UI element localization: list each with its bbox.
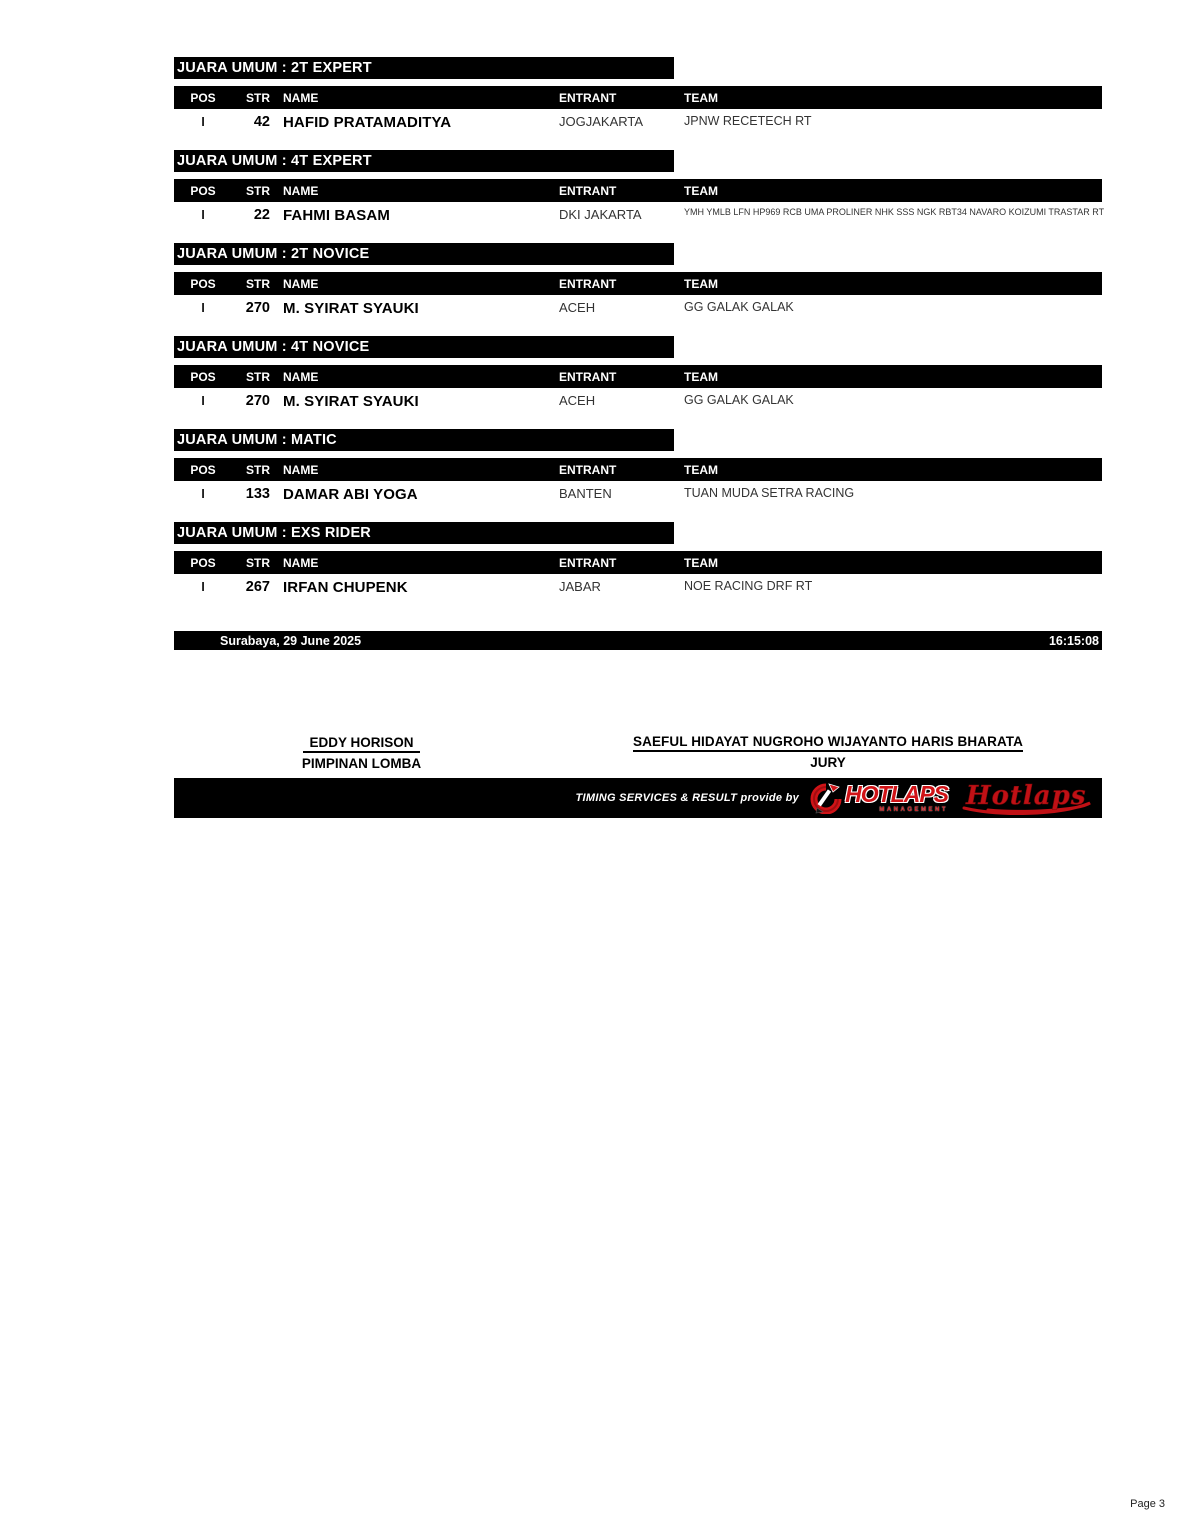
col-header-entrant: ENTRANT [559,369,617,384]
jury-name-2: NUGROHO WIJAYANTO [752,734,907,749]
result-section [174,522,1102,615]
row-name: M. SYIRAT SYAUKI [283,393,419,410]
hotlaps-script-logo [958,779,1096,817]
section-title-bar [174,243,674,265]
row-name: FAHMI BASAM [283,207,390,224]
signature-right-role: JURY [810,755,846,770]
col-header-entrant: ENTRANT [559,90,617,105]
hotlaps-logo-icon [809,782,843,814]
row-entrant: JABAR [559,579,601,594]
section-title: JUARA UMUM : 4T EXPERT [177,153,372,169]
col-header-str: STR [246,183,270,198]
col-header-entrant: ENTRANT [559,183,617,198]
row-str: 270 [245,300,270,316]
col-header-team: TEAM [684,183,718,198]
date-bar [174,631,1102,650]
row-pos: I [201,300,205,315]
col-header-str: STR [246,462,270,477]
result-section [174,336,1102,429]
col-header-pos: POS [190,462,216,477]
row-name: HAFID PRATAMADITYA [283,114,452,131]
table-row [174,109,1102,150]
row-pos: I [201,207,205,222]
col-header-name: NAME [283,369,319,384]
signature-right [633,734,1023,770]
jury-name-1: SAEFUL HIDAYAT [633,734,749,749]
col-header-entrant: ENTRANT [559,555,617,570]
section-title: JUARA UMUM : EXS RIDER [177,525,371,541]
row-pos: I [201,114,205,129]
hotlaps-sub-label: MANAGEMENT [879,807,948,813]
hotlaps-wordmark: HOTLAPS [845,781,948,807]
col-header-team: TEAM [684,462,718,477]
col-header-str: STR [246,369,270,384]
col-header-pos: POS [190,369,216,384]
table-row [174,202,1105,243]
row-team: NOE RACING DRF RT [684,579,813,593]
col-header-pos: POS [190,276,216,291]
row-team: GG GALAK GALAK [684,300,794,314]
result-section [174,429,1102,522]
table-row [174,295,1102,336]
jury-name-3: HARIS BHARATA [911,734,1023,749]
section-title-bar [174,336,674,358]
row-team: TUAN MUDA SETRA RACING [684,486,855,500]
table-row [174,388,1102,429]
signature-left-name: EDDY HORISON [303,735,419,753]
row-entrant: ACEH [559,300,596,315]
result-section [174,57,1102,150]
row-str: 267 [245,579,270,595]
table-header [174,179,1102,202]
section-title: JUARA UMUM : 2T NOVICE [177,246,370,262]
signature-right-names [633,734,1023,752]
section-title-bar [174,150,674,172]
row-team: GG GALAK GALAK [684,393,794,407]
table-header [174,458,1102,481]
row-pos: I [201,486,205,501]
col-header-str: STR [246,555,270,570]
hotlaps-script-text: Hotlaps [966,781,1087,811]
signature-left [234,734,489,771]
col-header-team: TEAM [684,369,718,384]
row-name: DAMAR ABI YOGA [283,486,418,503]
table-header [174,86,1102,109]
row-str: 22 [253,207,270,223]
row-entrant: BANTEN [559,486,612,501]
timing-services-label: TIMING SERVICES & RESULT provide by [575,792,800,804]
col-header-team: TEAM [684,276,718,291]
col-header-entrant: ENTRANT [559,276,617,291]
row-name: IRFAN CHUPENK [283,579,408,596]
col-header-str: STR [246,276,270,291]
signature-left-role: PIMPINAN LOMBA [301,756,422,771]
section-title: JUARA UMUM : MATIC [177,432,337,448]
date-bar-location: Surabaya, 29 June 2025 [220,633,362,648]
row-str: 133 [245,486,270,502]
row-pos: I [201,579,205,594]
hotlaps-logo-text [845,783,948,813]
section-title-bar [174,522,674,544]
signature-area [174,650,1102,778]
section-title-bar [174,57,674,79]
row-name: M. SYIRAT SYAUKI [283,300,419,317]
date-bar-time: 16:15:08 [1048,633,1099,648]
col-header-name: NAME [283,90,319,105]
col-header-name: NAME [283,555,319,570]
table-header [174,272,1102,295]
table-row [174,574,1102,615]
col-header-name: NAME [283,462,319,477]
sections [174,57,1105,615]
col-header-name: NAME [283,183,319,198]
row-entrant: JOGJAKARTA [559,114,644,129]
col-header-team: TEAM [684,555,718,570]
col-header-team: TEAM [684,90,718,105]
row-str: 42 [253,114,270,130]
row-str: 270 [245,393,270,409]
row-entrant: ACEH [559,393,596,408]
col-header-entrant: ENTRANT [559,462,617,477]
row-team: YMH YMLB LFN HP969 RCB UMA PROLINER NHK SSS NGK RBT34 NAVARO KOIZUMI TRASTAR RT [684,207,1105,217]
page-number: Page 3 [1130,1498,1165,1510]
col-header-str: STR [246,90,270,105]
col-header-pos: POS [190,183,216,198]
section-title: JUARA UMUM : 2T EXPERT [177,60,372,76]
section-title-bar [174,429,674,451]
col-header-pos: POS [190,555,216,570]
col-header-name: NAME [283,276,319,291]
timing-services-bar [174,778,1102,818]
result-section [174,243,1102,336]
hotlaps-logo [809,782,948,814]
row-entrant: DKI JAKARTA [559,207,642,222]
row-team: JPNW RECETECH RT [684,114,812,128]
row-pos: I [201,393,205,408]
table-header [174,551,1102,574]
results-content [174,57,1105,818]
table-header [174,365,1102,388]
result-section [174,150,1105,243]
section-title: JUARA UMUM : 4T NOVICE [177,339,370,355]
table-row [174,481,1102,522]
col-header-pos: POS [190,90,216,105]
